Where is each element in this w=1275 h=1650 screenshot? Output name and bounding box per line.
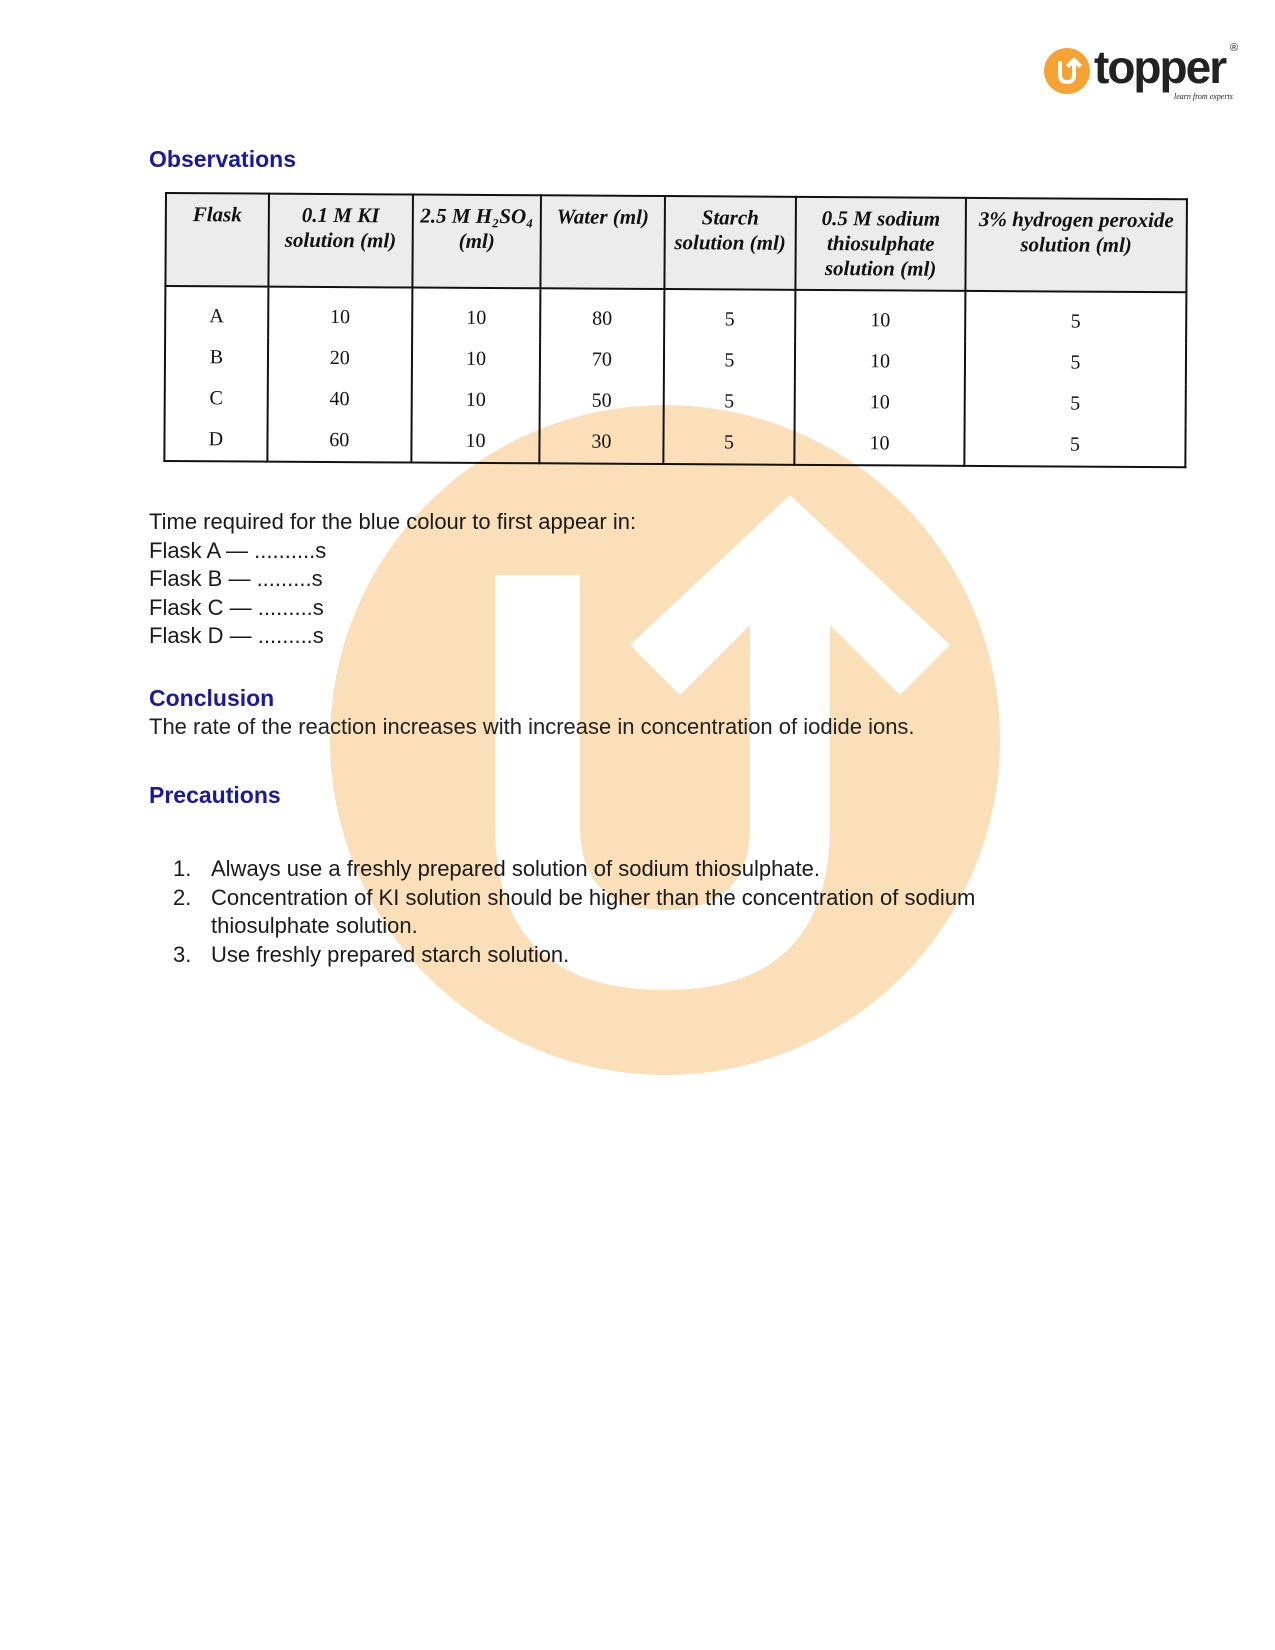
table-cell: 50 [540,380,664,422]
list-number: 3. [173,941,192,967]
col-header: 0.1 M KI solution (ml) [268,194,413,288]
logo-tagline: learn from experts [1174,92,1233,101]
list-item [149,855,1099,884]
table-cell: C [165,378,268,420]
col-header: 0.5 M sodium thiosulphate solution (ml) [796,197,966,291]
list-number: 1. [173,856,192,881]
col-header: Water (ml) [541,195,665,289]
flask-time-line: Flask A — ..........s [149,537,327,563]
table-cell: 5 [964,383,1185,425]
table-cell: 5 [663,381,795,423]
col-header: Starch solution (ml) [664,196,796,290]
col-header: Flask [165,193,268,287]
table-cell: 20 [268,338,412,380]
table-row [165,378,1186,425]
list-item [149,884,1099,941]
list-text: Concentration of KI solution should be higher than the concentration of sodium thiosulphate solution. [211,884,976,938]
precautions-list [149,855,1099,969]
table-cell: 10 [412,288,541,340]
table-cell: 10 [412,339,541,381]
table-row [165,286,1186,343]
table-cell: 10 [795,382,965,424]
table-cell: 10 [795,341,965,383]
flask-times [149,508,636,651]
table-cell: 5 [965,291,1186,343]
topper-logo [1044,41,1244,108]
observations-table [163,192,1188,468]
conclusion-text: The rate of the reaction increases with increase in concentration of iodide ions. [149,714,915,739]
table-cell: 5 [663,340,795,382]
table-cell: 30 [540,421,664,464]
table-row [165,337,1186,384]
conclusion-heading: Conclusion [149,685,275,711]
table-cell: 5 [965,342,1186,384]
table-header-row [165,193,1187,292]
table-cell: 5 [964,424,1185,467]
table-cell: 60 [267,420,411,463]
table-cell: 10 [268,287,412,339]
list-item [149,941,1099,970]
list-number: 2. [173,884,192,910]
list-text: Use freshly prepared starch solution. [211,941,570,967]
precautions-heading: Precautions [149,782,281,808]
flask-time-line: Flask B — .........s [149,566,323,591]
table-cell: 10 [411,380,540,422]
time-intro: Time required for the blue colour to first appear in: [149,509,637,534]
table-cell: 5 [663,422,795,465]
table-cell: B [165,337,268,379]
table-row [164,419,1185,467]
list-text: Always use a freshly prepared solution of sodium thiosulphate. [211,856,821,881]
logo-wordmark: topper [1094,41,1226,93]
col-header: 3% hydrogen peroxide solution (ml) [965,198,1187,292]
table-cell: 10 [795,423,965,466]
flask-time-line: Flask D — .........s [149,623,324,648]
logo-badge-icon [1044,48,1090,94]
table-cell: 5 [664,289,796,341]
col-header: 2.5 M H₂SO₄ (ml) [412,195,541,289]
table-cell: 70 [540,339,664,381]
table-cell: 10 [795,290,965,342]
registered-mark: ® [1230,42,1239,54]
table-cell: 40 [267,379,411,421]
table-cell: 10 [411,421,540,464]
table-cell: A [165,286,268,338]
table-cell: D [164,419,267,462]
flask-time-line: Flask C — .........s [149,594,324,620]
table-cell: 80 [540,288,664,340]
observations-heading: Observations [149,146,296,172]
